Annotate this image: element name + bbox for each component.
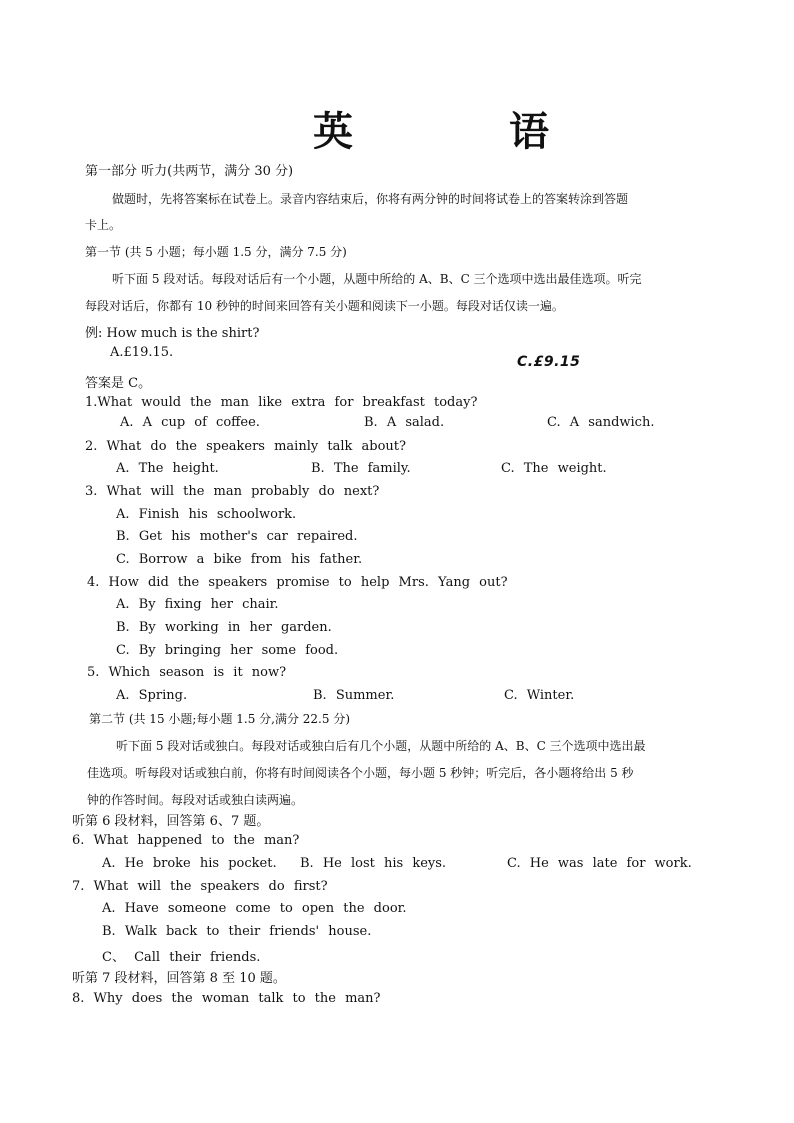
example-option-a: A.£19.15. bbox=[110, 345, 174, 360]
q1-option-a: A. A cup of coffee. bbox=[120, 415, 260, 430]
q5-option-a: A. Spring. bbox=[116, 688, 188, 703]
section1-intro-line1: 听下面 5 段对话。每段对话后有一个小题，从题中所给的 A、B、C 三个选项中选出最佳选项。听完 bbox=[112, 272, 642, 286]
example-question: 例: How much is the shirt? bbox=[85, 326, 260, 341]
section2-heading: 第二节 (共 15 小题;每小题 1.5 分,满分 22.5 分) bbox=[89, 712, 350, 726]
q4-option-c: C. By bringing her some food. bbox=[116, 643, 339, 658]
section1-intro-line2: 每段对话后，你都有 10 秒钟的时间来回答有关小题和阅读下一小题。每段对话仅读一遍。 bbox=[85, 299, 564, 313]
part1-instructions-line1: 做题时，先将答案标在试卷上。录音内容结束后，你将有两分钟的时间将试卷上的答案转涂到答题 bbox=[112, 192, 629, 206]
q6-option-c: C. He was late for work. bbox=[507, 856, 692, 871]
q3-option-b: B. Get his mother's car repaired. bbox=[116, 529, 358, 544]
q7-option-b: B. Walk back to their friends' house. bbox=[102, 924, 372, 939]
q1-stem: 1.What would the man like extra for breakfast today? bbox=[85, 395, 478, 410]
example-answer: 答案是 C。 bbox=[85, 376, 152, 391]
page-title: 英 语 bbox=[313, 108, 607, 155]
q2-option-b: B. The family. bbox=[311, 461, 411, 476]
q4-stem: 4. How did the speakers promise to help Mrs. Yang out? bbox=[87, 575, 508, 590]
q5-option-c: C. Winter. bbox=[504, 688, 575, 703]
q2-stem: 2. What do the speakers mainly talk about? bbox=[85, 439, 406, 454]
q4-option-a: A. By fixing her chair. bbox=[116, 597, 279, 612]
q7-stem: 7. What will the speakers do first? bbox=[72, 879, 328, 894]
q2-option-c: C. The weight. bbox=[501, 461, 607, 476]
section2-intro-line1: 听下面 5 段对话或独白。每段对话或独白后有几个小题，从题中所给的 A、B、C 三个选项中选出最 bbox=[116, 739, 646, 753]
section2-intro-line2: 佳选项。听每段对话或独白前，你将有时间阅读各个小题，每小题 5 秒钟；听完后，各小题将给出 5 秒 bbox=[87, 766, 634, 780]
group7-instruction: 听第 7 段材料，回答第 8 至 10 题。 bbox=[72, 971, 286, 986]
q6-option-a: A. He broke his pocket. bbox=[102, 856, 277, 871]
q3-option-c: C. Borrow a bike from his father. bbox=[116, 552, 363, 567]
q2-option-a: A. The height. bbox=[116, 461, 219, 476]
part1-instructions-line2: 卡上。 bbox=[85, 218, 122, 232]
q5-option-b: B. Summer. bbox=[313, 688, 395, 703]
q3-stem: 3. What will the man probably do next? bbox=[85, 484, 380, 499]
q6-option-b: B. He lost his keys. bbox=[300, 856, 447, 871]
q4-option-b: B. By working in her garden. bbox=[116, 620, 332, 635]
q8-stem: 8. Why does the woman talk to the man? bbox=[72, 991, 381, 1006]
section1-heading: 第一节 (共 5 小题；每小题 1.5 分，满分 7.5 分) bbox=[85, 245, 347, 259]
example-option-c: C.£9.15 bbox=[517, 354, 581, 370]
q7-option-a: A. Have someone come to open the door. bbox=[102, 901, 407, 916]
group6-instruction: 听第 6 段材料，回答第 6、7 题。 bbox=[72, 814, 270, 829]
q5-stem: 5. Which season is it now? bbox=[87, 665, 287, 680]
q1-option-b: B. A salad. bbox=[364, 415, 445, 430]
q3-option-a: A. Finish his schoolwork. bbox=[116, 507, 297, 522]
section2-intro-line3: 钟的作答时间。每段对话或独白读两遍。 bbox=[87, 793, 304, 807]
q6-stem: 6. What happened to the man? bbox=[72, 833, 300, 848]
part1-heading: 第一部分 听力(共两节，满分 30 分) bbox=[85, 164, 294, 179]
q1-option-c: C. A sandwich. bbox=[547, 415, 655, 430]
q7-option-c: C、 Call their friends. bbox=[102, 950, 261, 965]
